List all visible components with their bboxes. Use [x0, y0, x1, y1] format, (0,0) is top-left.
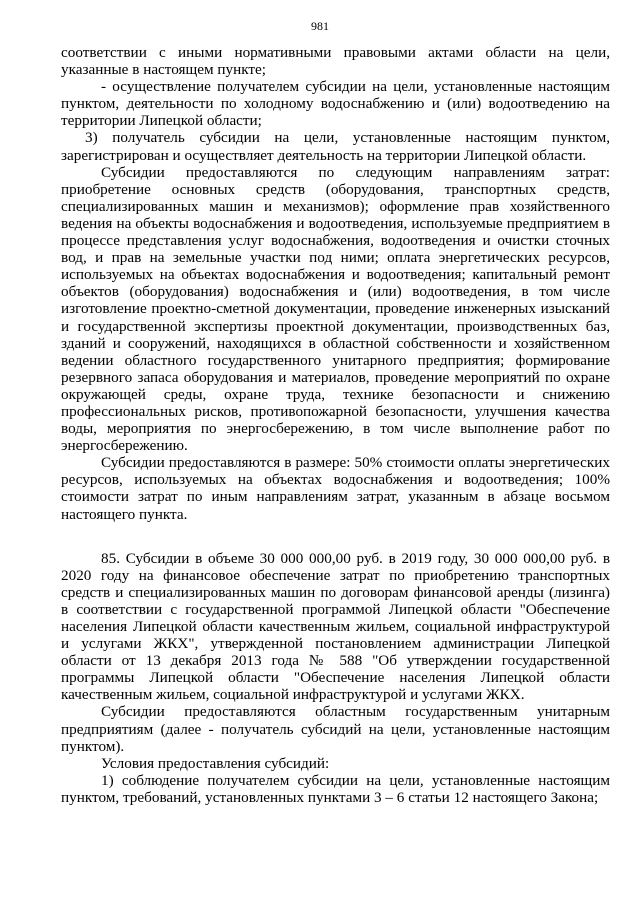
paragraph-clause-85: 85. Субсидии в объеме 30 000 000,00 руб. в 2019 году, 30 000 000,00 руб. в 2020 году на финансовое обеспечение затрат по приобретению транспортных средств и специализированных машин по договорам финансовой аренды (лизинга) в соответствии с государственной программой Липецкой области "Обеспечение населения Липецкой области качественным жильем, социальной инфраструктурой и услугами ЖКХ", утвержденной постановлением администрации Липецкой области от 13 декабря 2013 года № 588 "Об утверждении государственной программы Липецкой области "Обеспечение населения Липецкой области качественным жильем, социальной инфраструктурой и услугами ЖКХ. [61, 549, 610, 704]
paragraph-subsidy-amount: Субсидии предоставляются в размере: 50% стоимости оплаты энергетических ресурсов, используемых на объектах водоснабжения и водоотведения; 100% стоимости затрат по иным направлениям затрат, указанным в абзаце восьмом настоящего пункта. [61, 454, 610, 523]
paragraph-conditions-heading: Условия предоставления субсидий: [101, 754, 330, 772]
paragraph-spacer [61, 523, 610, 550]
page-number: 981 [311, 19, 329, 33]
paragraph-recipients: Субсидии предоставляются областным государственным унитарным предприятиям (далее - получатель субсидий на цели, установленные настоящим пунктом). [61, 703, 610, 755]
paragraph-condition-1: 1) соблюдение получателем субсидии на цели, установленные настоящим пунктом, требований, установленных пунктами 3 – 6 статьи 12 настоящего Закона; [61, 771, 610, 806]
paragraph-cost-directions: Субсидии предоставляются по следующим направлениям затрат: приобретение основных средств (оборудования, транспортных средств, специализированных машин и механизмов); оформление прав хозяйственного ведения на объекты водоснабжения и водоотведения, используемые предприятием в процессе представления услуг водоснабжения, водоотведения и очистки сточных вод, и прав на земельные участки под ними; оплата энергетических ресурсов, используемых на объектах водоснабжения и водоотведения; капитальный ремонт объектов (оборудования) водоснабжения и (или) водоотведения, в том числе изготовление проектно-сметной документации, проведение инженерных изысканий и государственной экспертизы проектной документации, производственных баз, зданий и сооружений, находящихся в областной собственности и хозяйственном ведении областного государственного унитарного предприятия; формирование резервного запаса оборудования и материалов, проведение мероприятий по охране окружающей среды, охране труда, технике безопасности и снижению профессиональных рисков, противопожарной безопасности, улучшения качества воды, мероприятия по энергосбережению, в том числе выполнение работ по энергосбережению. [61, 163, 610, 455]
paragraph-water-activity: - осуществление получателем субсидии на цели, установленные настоящим пунктом, деятельности по холодному водоснабжению и (или) водоотведению на территории Липецкой области; [61, 78, 610, 130]
document-body [61, 44, 610, 806]
paragraph-registration: 3) получатель субсидии на цели, установленные настоящим пунктом, зарегистрирован и осуществляет деятельность на территории Липецкой области. [61, 129, 610, 164]
paragraph-continuation: соответствии с иными нормативными правовыми актами области на цели, указанные в настоящем пункте; [61, 44, 610, 79]
